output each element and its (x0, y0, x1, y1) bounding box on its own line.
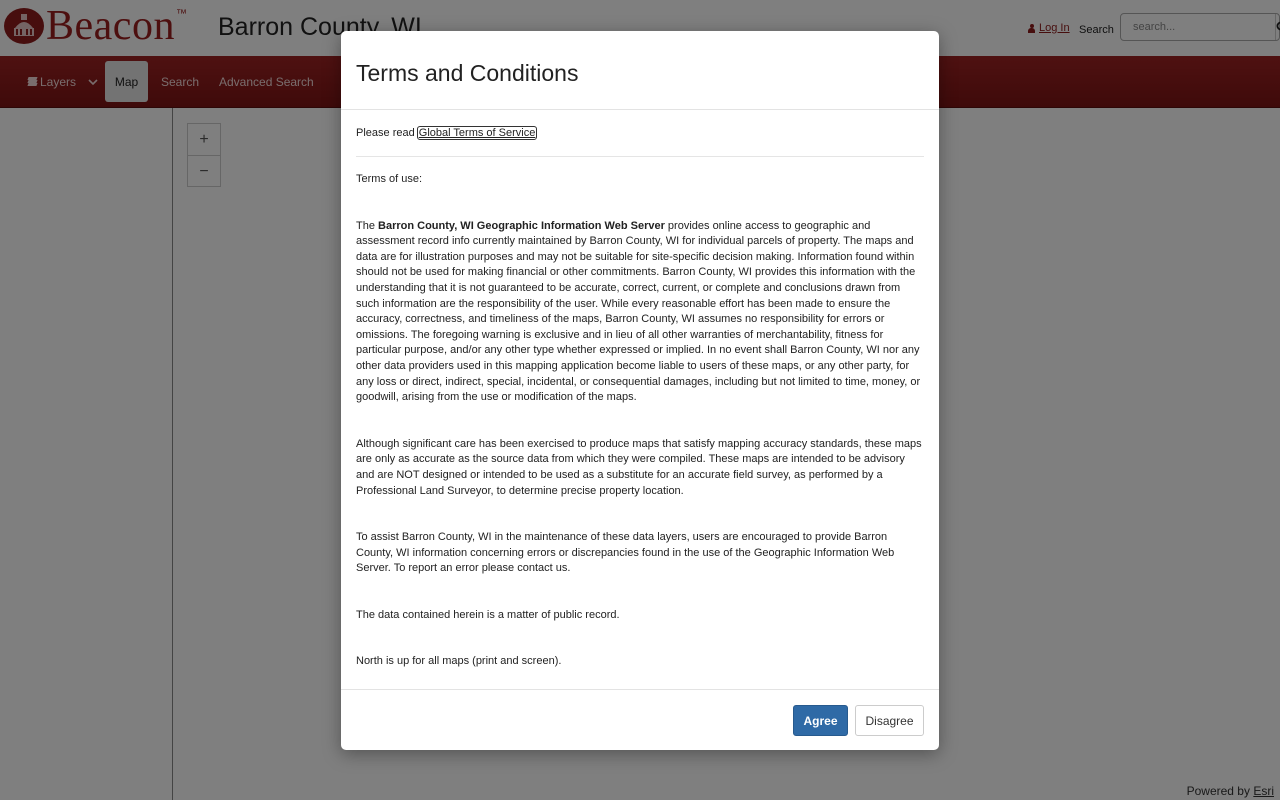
terms-paragraph-1 (356, 219, 924, 406)
modal-header (341, 31, 939, 110)
terms-paragraph-5: North is up for all maps (print and screen). (356, 655, 562, 668)
terms-paragraph-3: To assist Barron County, WI in the maintenance of these data layers, users are encouraged to provide Barron County, WI information concerning errors or discrepancies found in the use of the Geographic Information Web Server. To report an error please contact us. (356, 531, 895, 575)
global-terms-link[interactable]: Global Terms of Service (418, 127, 536, 139)
read-prefix: Please read (356, 127, 418, 139)
p1-bold: Barron County, WI Geographic Information Web Server (378, 219, 665, 232)
terms-paragraph-4: The data contained herein is a matter of public record. (356, 608, 620, 621)
terms-modal (341, 31, 939, 750)
p1-rest: provides online access to geographic and assessment record info currently maintained by Barron County, WI for individual parcels of property. The maps and data are for illustration purposes and may not be suitable for site-specific decision making. Information found within should not be used for making financial or other commitments. Barron County, WI provides this information with the understanding that it is not guaranteed to be accurate, correct, current, or complete and conclusions drawn from such information are the responsibility of the user. While every reasonable effort has been made to ensure the accuracy, correctness, and timeliness of the maps, Barron County, WI assumes no responsibility for errors or omissions. The foregoing warning is exclusive and in lieu of all other warranties of merchantability, fitness for particular purpose, and/or any other type whether expressed or implied. In no event shall Barron County, WI nor any other data providers used in this mapping application become liable to users of these maps, or any other party, for any loss or direct, indirect, special, incidental, or consequential damages, including but not limited to time, money, or goodwill, arising from the use or modification of the maps. (356, 219, 921, 404)
modal-footer (341, 689, 939, 750)
terms-paragraph-2: Although significant care has been exercised to produce maps that satisfy mapping accuracy standards, these maps are only as accurate as the source data from which they were compiled. These maps are intended to be advisory and are NOT designed or intended to be used as a substitute for an accurate field survey, as performed by a Professional Land Surveyor, to determine precise property location. (356, 437, 922, 497)
terms-link-row (356, 111, 924, 157)
agree-button[interactable]: Agree (793, 705, 848, 736)
modal-title: Terms and Conditions (356, 60, 579, 86)
p1-prefix: The (356, 219, 379, 232)
terms-of-use-heading: Terms of use: (356, 173, 423, 185)
disagree-button[interactable]: Disagree (855, 705, 924, 736)
modal-body (356, 111, 924, 689)
